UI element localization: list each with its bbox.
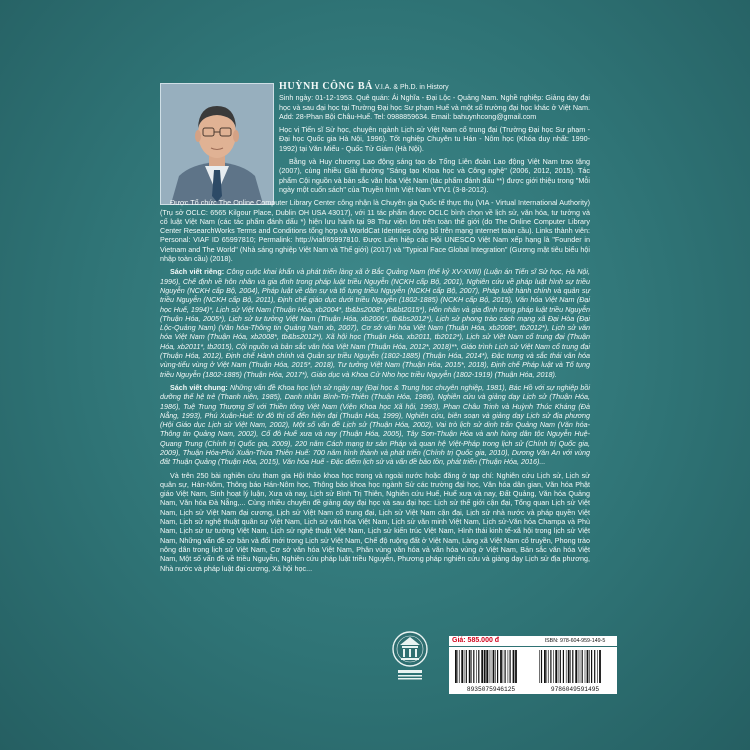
barcode-bar	[497, 650, 498, 683]
books-written-text: Công cuộc khai khẩn và phát triển làng xã ở Bắc Quảng Nam (thế kỷ XV-XVIII) (Luận án Tiến sĩ Sử học, Hà Nội, 1996), Chế định về hôn nhân và gia đình trong pháp luật triều Nguyễn (NCKH cấp Bộ, 2001), Nghiên cứu về pháp luật hình sự triều Nguyễn (NCKH cấp Bộ, 2004), Pháp luật về dân sự và tố tụng triều Nguyễn (NCKH cấp Bộ, 2007), Pháp luật hành chính và quản sự triều Nguyễn (NCKH cấp Bộ, 2011), Định chế giáo dục dưới triều Nguyễn (1802-1885) (NCKH cấp Bộ, 2015), Văn hóa Việt Nam (Đại học Huế, 1994)*, Lịch sử Việt Nam (Thuận Hóa, xb2004*, tb&bs2008*, tb&bt2015*), Hôn nhân và gia đình trong pháp luật triều Nguyễn (Thuận Hóa, 2005*), Lịch sử tư tưởng Việt Nam (Thuận Hóa, xb2006*, tb&bs2012*), Lịch sử phong trào cách mạng xã Đại Hòa (Đại Lộc-Quảng Nam) (Văn hóa-Thông tin Quảng Nam xb, 2007), Cơ sở văn hóa Việt Nam (Thuận Hóa, xb2008*, tb2012*), Lịch sử văn hóa Việt Nam (Thuận Hóa, xb2008*, tb&bs2012*), Xã hội học (Thuận Hóa, xb2011, tb2012*), Lịch sử Việt Nam cổ trung đại (Thuận Hóa, xb2011*, tb2015), Cội nguồn và bản sắc văn hóa Việt Nam (Thuận Hóa, 2012*, 2018)**, Giáo trình Lịch sử Việt Nam cổ trung đại (Thuận Hóa, 2012), Định chế Hành chính và Quản sự triều Nguyễn (1802-1885) (Thuận Hóa, 2014*), Đặc trưng và sắc thái văn hóa vùng-tiểu vùng ở Việt Nam (Thuận Hóa, 2015*, 2018), Tư tưởng Việt Nam (Thuận Hóa, 2015*, 2018), Định chế Pháp luật và Tố tụng triều Nguyễn (1802-1885) (Thuận Hóa, 2017*), Giáo dục và Khoa Cử Nho học triều Nguyễn (1802-1919) (Thuận Hóa, 2018).	[160, 267, 590, 379]
publisher-emblem-icon	[390, 625, 430, 685]
barcode-bar	[594, 650, 595, 683]
barcode-bar	[500, 650, 502, 683]
barcode-bar	[515, 650, 517, 683]
barcode-bar	[476, 650, 477, 683]
barcode-bar	[464, 650, 465, 683]
barcode-bar	[570, 650, 571, 683]
barcode-bar	[555, 650, 557, 683]
barcode-bar	[459, 650, 460, 683]
author-biography	[160, 82, 590, 577]
books-coauthored-text: Những vấn đề Khoa học lịch sử ngày nay (Đại học & Trung học chuyên nghiệp, 1981), Bác Hồ với sự nghiệp bồi dưỡng thế hệ trẻ (Thanh niên, 1985), Danh nhân Bình-Trị-Thiên (Thuận Hóa, 1986), Nghiên cứu và giảng dạy Lịch sử (Thuận Hóa, 1986), Tuệ Trung Thượng Sĩ với Thiền tông Việt Nam (Viện Khoa học Xã hội, 1993), Phan Châu Trinh và Huỳnh Thúc Kháng (Đà Nẵng, 1993), Phú Xuân-Huế: từ đô thị cổ đến hiện đại (Thuận Hóa, 1999), Nghiên cứu, biên soạn và giảng dạy Lịch sử địa phương (Hội Giáo dục Lịch sử Việt Nam, 2002), Một số vấn đề Lịch sử (Thuận Hóa, 2002), Vai trò lịch sử dinh trấn Quảng Nam (Văn hóa-Thông tin Quảng Nam, 2002), Cố đô Huế xưa và nay (Thuận Hóa, 2005), Tây Sơn-Thuận Hóa và anh hùng dân tộc Nguyễn Huệ-Quang Trung (Chính trị Quốc gia, 2009), 220 năm Cách mạng tư sản Pháp và quan hệ Việt-Pháp trong lịch sử (Chính trị Quốc gia, 2009), Thuận Hóa-Phú Xuân-Thừa Thiên Huế: 700 năm hình thành và phát triển (Chính trị Quốc gia, 2010), Dương Văn An với vùng đất Thuận Quảng (Thuận Hóa, 2015), Văn hóa Huế - Đặc điểm lịch sử và vấn đề bảo tồn, phát triển (Thuận Hóa, 2016)...	[160, 382, 591, 467]
barcode-bar	[503, 650, 504, 683]
barcode-bar	[466, 650, 467, 683]
barcode-bar	[578, 650, 579, 683]
barcode-bar	[505, 650, 506, 683]
barcode-bar	[589, 650, 590, 683]
barcode-bar	[599, 650, 601, 683]
isbn-label: ISBN: 978-604-959-149-5	[533, 636, 617, 646]
author-credentials: V.I.A. & Ph.D. in History	[374, 84, 449, 91]
barcode-bar	[469, 650, 471, 683]
author-header	[279, 82, 590, 92]
barcode-bar	[493, 650, 495, 683]
barcode-bar	[484, 650, 486, 683]
books-written-section	[160, 267, 590, 379]
barcode-bar	[580, 650, 581, 683]
barcode-bar	[563, 650, 564, 683]
barcode-bar	[550, 650, 551, 683]
author-name: HUỲNH CÔNG BÁ	[279, 81, 373, 92]
barcode-bar	[495, 650, 496, 683]
barcode-bar	[575, 650, 577, 683]
barcode-bar	[560, 650, 561, 683]
barcode-left	[449, 647, 533, 685]
barcode-bar	[568, 650, 570, 683]
barcode-right-number: 9786049591495	[533, 685, 617, 694]
barcode-bar	[478, 650, 479, 683]
bio-awards: Bằng và Huy chương Lao động sáng tạo do Tổng Liên đoàn Lao động Việt Nam trao tặng (2007), cùng nhiều Giải thưởng "Sáng tạo Khoa học và Công nghệ" (2006, 2012, 2015). Tác phẩm Cội nguồn và bản sắc văn hóa Việt Nam (tác phẩm đánh dấu **) được giới thiệu trong "Mỗi ngày một cuốn sách" của Truyền hình Việt Nam VTV1 (3-8-2012).	[279, 157, 590, 194]
barcode-bar	[547, 650, 548, 683]
barcode-bar	[510, 650, 511, 683]
barcode-bar	[458, 650, 459, 683]
barcode-bar	[473, 650, 474, 683]
barcode-bar	[461, 650, 463, 683]
barcode-bar	[572, 650, 573, 683]
books-written-label: Sách viết riêng:	[170, 267, 225, 277]
barcode-right	[533, 647, 617, 685]
barcode-bar	[481, 650, 483, 683]
barcode-bar	[455, 650, 457, 683]
barcode-bar	[486, 650, 488, 683]
barcode-left-number: 8935075946125	[449, 685, 533, 694]
barcode-bar	[513, 650, 515, 683]
barcode-bar	[548, 650, 549, 683]
barcode-bar	[558, 650, 559, 683]
barcode-bar	[471, 650, 472, 683]
books-coauthored-label: Sách viết chung:	[170, 382, 228, 392]
barcode-bar	[582, 650, 583, 683]
price-label: Giá: 585.000 đ	[449, 636, 533, 646]
barcode-bar	[489, 650, 490, 683]
barcode-bar	[544, 650, 546, 683]
barcode-bar	[491, 650, 492, 683]
barcode-bar	[508, 650, 509, 683]
barcode-bar	[597, 650, 598, 683]
bio-education: Học vị Tiến sĩ Sử học, chuyên ngành Lịch sử Việt Nam cổ trung đại (Trường Đại học Sư phạm - Đại học Quốc gia Hà Nội, 1996). Tốt nghiệp Chuyên tu Hán - Nôm học (Khóa duy nhất: 1990-1992) tại Văn Miếu - Quốc Tử Giám (Hà Nội).	[279, 125, 590, 153]
books-coauthored-section	[160, 383, 590, 467]
barcode-bar	[566, 650, 567, 683]
barcode-bar	[585, 650, 586, 683]
journals-section: Và trên 250 bài nghiên cứu tham gia Hội thảo khoa học trong và ngoài nước hoặc đăng ở tạp chí: Nghiên cứu Lịch sử, Lịch sử quân sự, Hán-Nôm, Thông báo Hán-Nôm học, Thông báo khoa học ngành Sử các trường đại học, Văn hóa dân gian, Văn hóa Phật giáo Việt Nam, Sinh hoạt lý luận, Xưa và nay, Lịch sử Bình Trị Thiên, Nghiên cứu Huế, Huế xưa và nay, Đất Quảng, Văn hóa Quảng Nam, Văn hóa Đà Nẵng,... Cùng nhiều chuyên đề giảng dạy đại học và sau đại học: Lịch sử thế giới cận đại, Tổng quan Lịch sử Việt Nam, Lịch sử Việt Nam đại cương, Lịch sử Việt Nam cổ trung đại, Lịch sử Việt Nam cận đại, Lịch sử nhà nước và pháp quyền Việt Nam, Lịch sử nghệ thuật quân sự Việt Nam, Lịch sử văn hóa Việt Nam, Lịch sử văn minh Việt Nam, Lịch sử-Văn hóa Champa và Phù Nam, Lịch sử tư tưởng Việt Nam, Lịch sử nghệ thuật Việt Nam, Lịch sử kiến trúc Việt Nam, Hình thái kinh tế-xã hội trong lịch sử Việt Nam, Những vấn đề cơ bản và đổi mới trong Lịch sử Việt Nam, Chế độ ruộng đất ở Việt Nam, Làng xã Việt Nam cổ truyền, Phong trào nông dân trong lịch sử Việt Nam, Cơ sở văn hóa Việt Nam, Phân vùng văn hóa và văn hóa vùng ở Việt Nam, Bản sắc văn hóa Việt Nam, Một số vấn đề về triều Nguyễn, Nghiên cứu pháp luật triều Nguyễn, Phương pháp nghiên cứu và giảng dạy Lịch sử địa phương, Nhà nước và pháp luật đại cương, Xã hội học...	[160, 470, 590, 573]
barcode-bar	[541, 650, 542, 683]
barcode-bar	[539, 650, 540, 683]
bio-intro: Sinh ngày: 01-12-1953. Quê quán: Ái Nghĩa - Đại Lộc - Quảng Nam. Nghề nghiệp: Giảng dạy đại học và sau đại học tại Trường Đại học Sư phạm Huế và một số trường đại học khác ở Việt Nam. Add: 28-Phan Bội Châu-Huế. Tel: 0988859634. Email: bahuynhcong@gmail.com	[279, 93, 590, 121]
barcode-bar	[591, 650, 592, 683]
barcode-bar	[587, 650, 589, 683]
bio-oclc: Được Tổ chức The Online Computer Library Center công nhận là Chuyên gia Quốc tế thực thụ (VIA - Virtual International Authority) (Trụ sở OCLC: 6565 Kilgour Place, Dublin OH USA 43017), với 11 tác phẩm được OCLC bình chọn về lịch sử, văn hóa, tư tưởng và cổ luật Việt Nam (các tác phẩm đánh dấu *) hiện lưu hành tại 98 Thư viện lớn trên toàn thế giới (do The Online Computer Library Center ResearchWorks Terms and Conditions tổng hợp và WorldCat Identities công bố trên mạng internet toàn cầu). Links thành viên: Personal: VIAF ID 65997810; Permalink: http://viaf/65997810. Được Liên hiệp các Hội UNESCO Việt Nam xếp hạng là "Founder in Vietnam and The World" (Nhà sáng nghiệp Việt Nam và Thế giới) (2017) và "Typical Face Global Integration" (Gương mặt tiêu biểu hội nhập toàn cầu) (2018).	[160, 198, 590, 264]
barcode-bar	[553, 650, 554, 683]
